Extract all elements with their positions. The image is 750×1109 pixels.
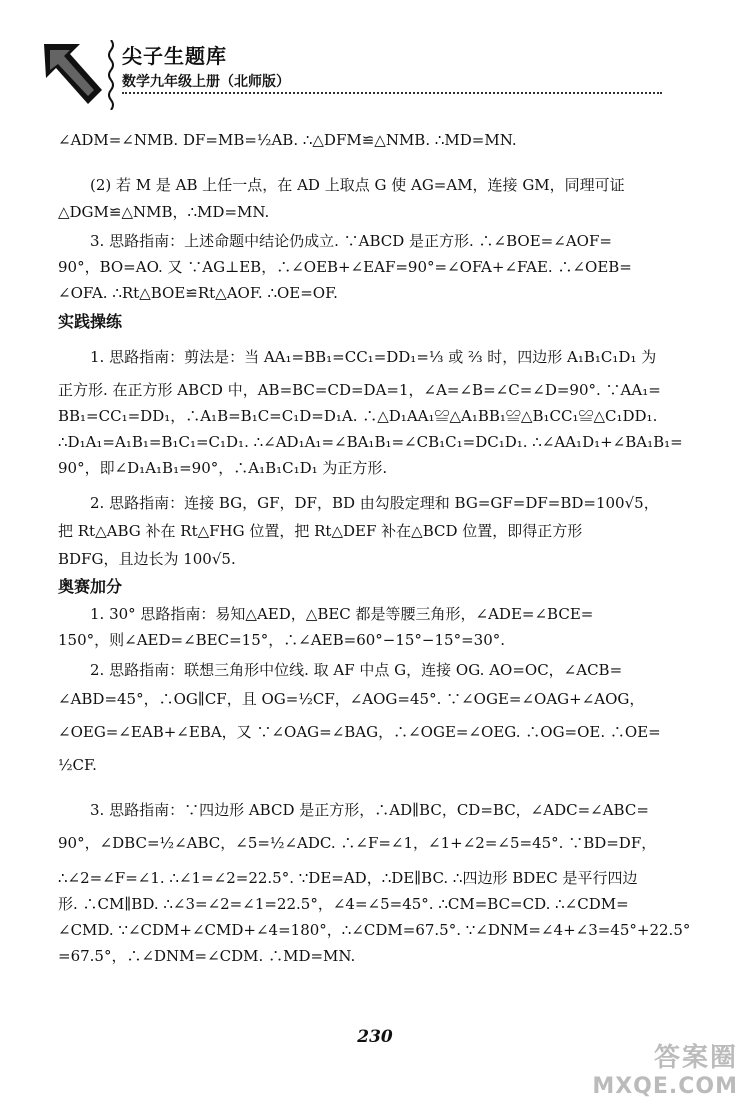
- arrow-logo-icon: [40, 40, 104, 110]
- text-line: 2. 思路指南：联想三角形中位线. 取 AF 中点 G，连接 OG. AO=OC，∠ACB=: [90, 661, 623, 679]
- book-title: 尖子生题库: [122, 44, 227, 68]
- text-line: ∠ADM=∠NMB. DF=MB=½AB. ∴△DFM≌△NMB. ∴MD=MN.: [58, 131, 517, 149]
- section-heading-practice: 实践操练: [58, 312, 123, 331]
- watermark-logo: [592, 1037, 738, 1099]
- text-line: 形. ∴CM∥BD. ∴∠3=∠2=∠1=22.5°，∠4=∠5=45°. ∴CM=BC=CD. ∴∠CDM=: [58, 895, 629, 913]
- text-line: 正方形. 在正方形 ABCD 中，AB=BC=CD=DA=1，∠A=∠B=∠C=∠D=90°. ∵AA₁=: [58, 381, 661, 399]
- page-header: [0, 0, 750, 120]
- text-line: 90°，BO=AO. 又 ∵AG⊥EB，∴∠OEB+∠EAF=90°=∠OFA+∠FAE. ∴∠OEB=: [58, 258, 632, 276]
- book-subtitle: 数学九年级上册（北师版）: [122, 74, 290, 90]
- text-line: 1. 30° 思路指南：易知△AED，△BEC 都是等腰三角形，∠ADE=∠BCE=: [90, 605, 594, 623]
- text-line: 把 Rt△ABG 补在 Rt△FHG 位置，把 Rt△DEF 补在△BCD 位置，即得正方形: [58, 522, 583, 540]
- text-line: BB₁=CC₁=DD₁，∴A₁B=B₁C=C₁D=D₁A. ∴△D₁AA₁≌△A₁BB₁≌△B₁CC₁≌△C₁DD₁.: [58, 407, 658, 425]
- text-line: BDFG，且边长为 100√5.: [58, 550, 236, 568]
- text-line: 3. 思路指南：上述命题中结论仍成立. ∵ABCD 是正方形. ∴∠BOE=∠AOF=: [90, 232, 612, 250]
- text-line: ∠CMD. ∵∠CDM+∠CMD+∠4=180°，∴∠CDM=67.5°. ∵∠DNM=∠4+∠3=45°+22.5°: [58, 921, 691, 939]
- text-line: (2) 若 M 是 AB 上任一点，在 AD 上取点 G 使 AG=AM，连接 GM，同理可证: [90, 176, 625, 194]
- header-dotted-rule: [122, 92, 662, 94]
- text-line: ∠ABD=45°，∴OG∥CF，且 OG=½CF，∠AOG=45°. ∵∠OGE=∠OAG+∠AOG，: [58, 690, 645, 708]
- section-heading-bonus: 奥赛加分: [58, 577, 123, 596]
- text-line: 90°，∠DBC=½∠ABC，∠5=½∠ADC. ∴∠F=∠1，∠1+∠2=∠5=45°. ∵BD=DF，: [58, 834, 657, 852]
- squiggle-divider-icon: [106, 40, 116, 110]
- text-line: 2. 思路指南：连接 BG，GF，DF，BD 由勾股定理和 BG=GF=DF=BD=100√5，: [90, 494, 659, 512]
- watermark-title: 答案圈: [653, 1043, 738, 1073]
- text-line: 3. 思路指南：∵四边形 ABCD 是正方形，∴AD∥BC，CD=BC，∠ADC=∠ABC=: [90, 801, 649, 819]
- text-line: ∠OEG=∠EAB+∠EBA，又 ∵∠OAG=∠BAG，∴∠OGE=∠OEG. ∴OG=OE. ∴OE=: [58, 723, 661, 741]
- text-line: ∴∠2=∠F=∠1. ∴∠1=∠2=22.5°. ∵DE=AD，∴DE∥BC. ∴四边形 BDEC 是平行四边: [58, 869, 638, 887]
- page-number: 230: [357, 1027, 393, 1047]
- text-line: =67.5°，∴∠DNM=∠CDM. ∴MD=MN.: [58, 947, 356, 965]
- text-line: ½CF.: [58, 756, 97, 774]
- text-line: ∴D₁A₁=A₁B₁=B₁C₁=C₁D₁. ∴∠AD₁A₁=∠BA₁B₁=∠CB₁C₁=DC₁D₁. ∴∠AA₁D₁+∠BA₁B₁=: [58, 433, 683, 451]
- text-line: △DGM≌△NMB，∴MD=MN.: [58, 203, 270, 221]
- text-line: 150°，则∠AED=∠BEC=15°，∴∠AEB=60°−15°−15°=30°.: [58, 631, 506, 649]
- text-line: 1. 思路指南：剪法是：当 AA₁=BB₁=CC₁=DD₁=⅓ 或 ⅔ 时，四边形 A₁B₁C₁D₁ 为: [90, 348, 657, 366]
- text-line: ∠OFA. ∴Rt△BOE≌Rt△AOF. ∴OE=OF.: [58, 284, 338, 302]
- text-line: 90°，即∠D₁A₁B₁=90°，∴A₁B₁C₁D₁ 为正方形.: [58, 459, 388, 477]
- watermark-domain: MXQE.COM: [592, 1074, 738, 1099]
